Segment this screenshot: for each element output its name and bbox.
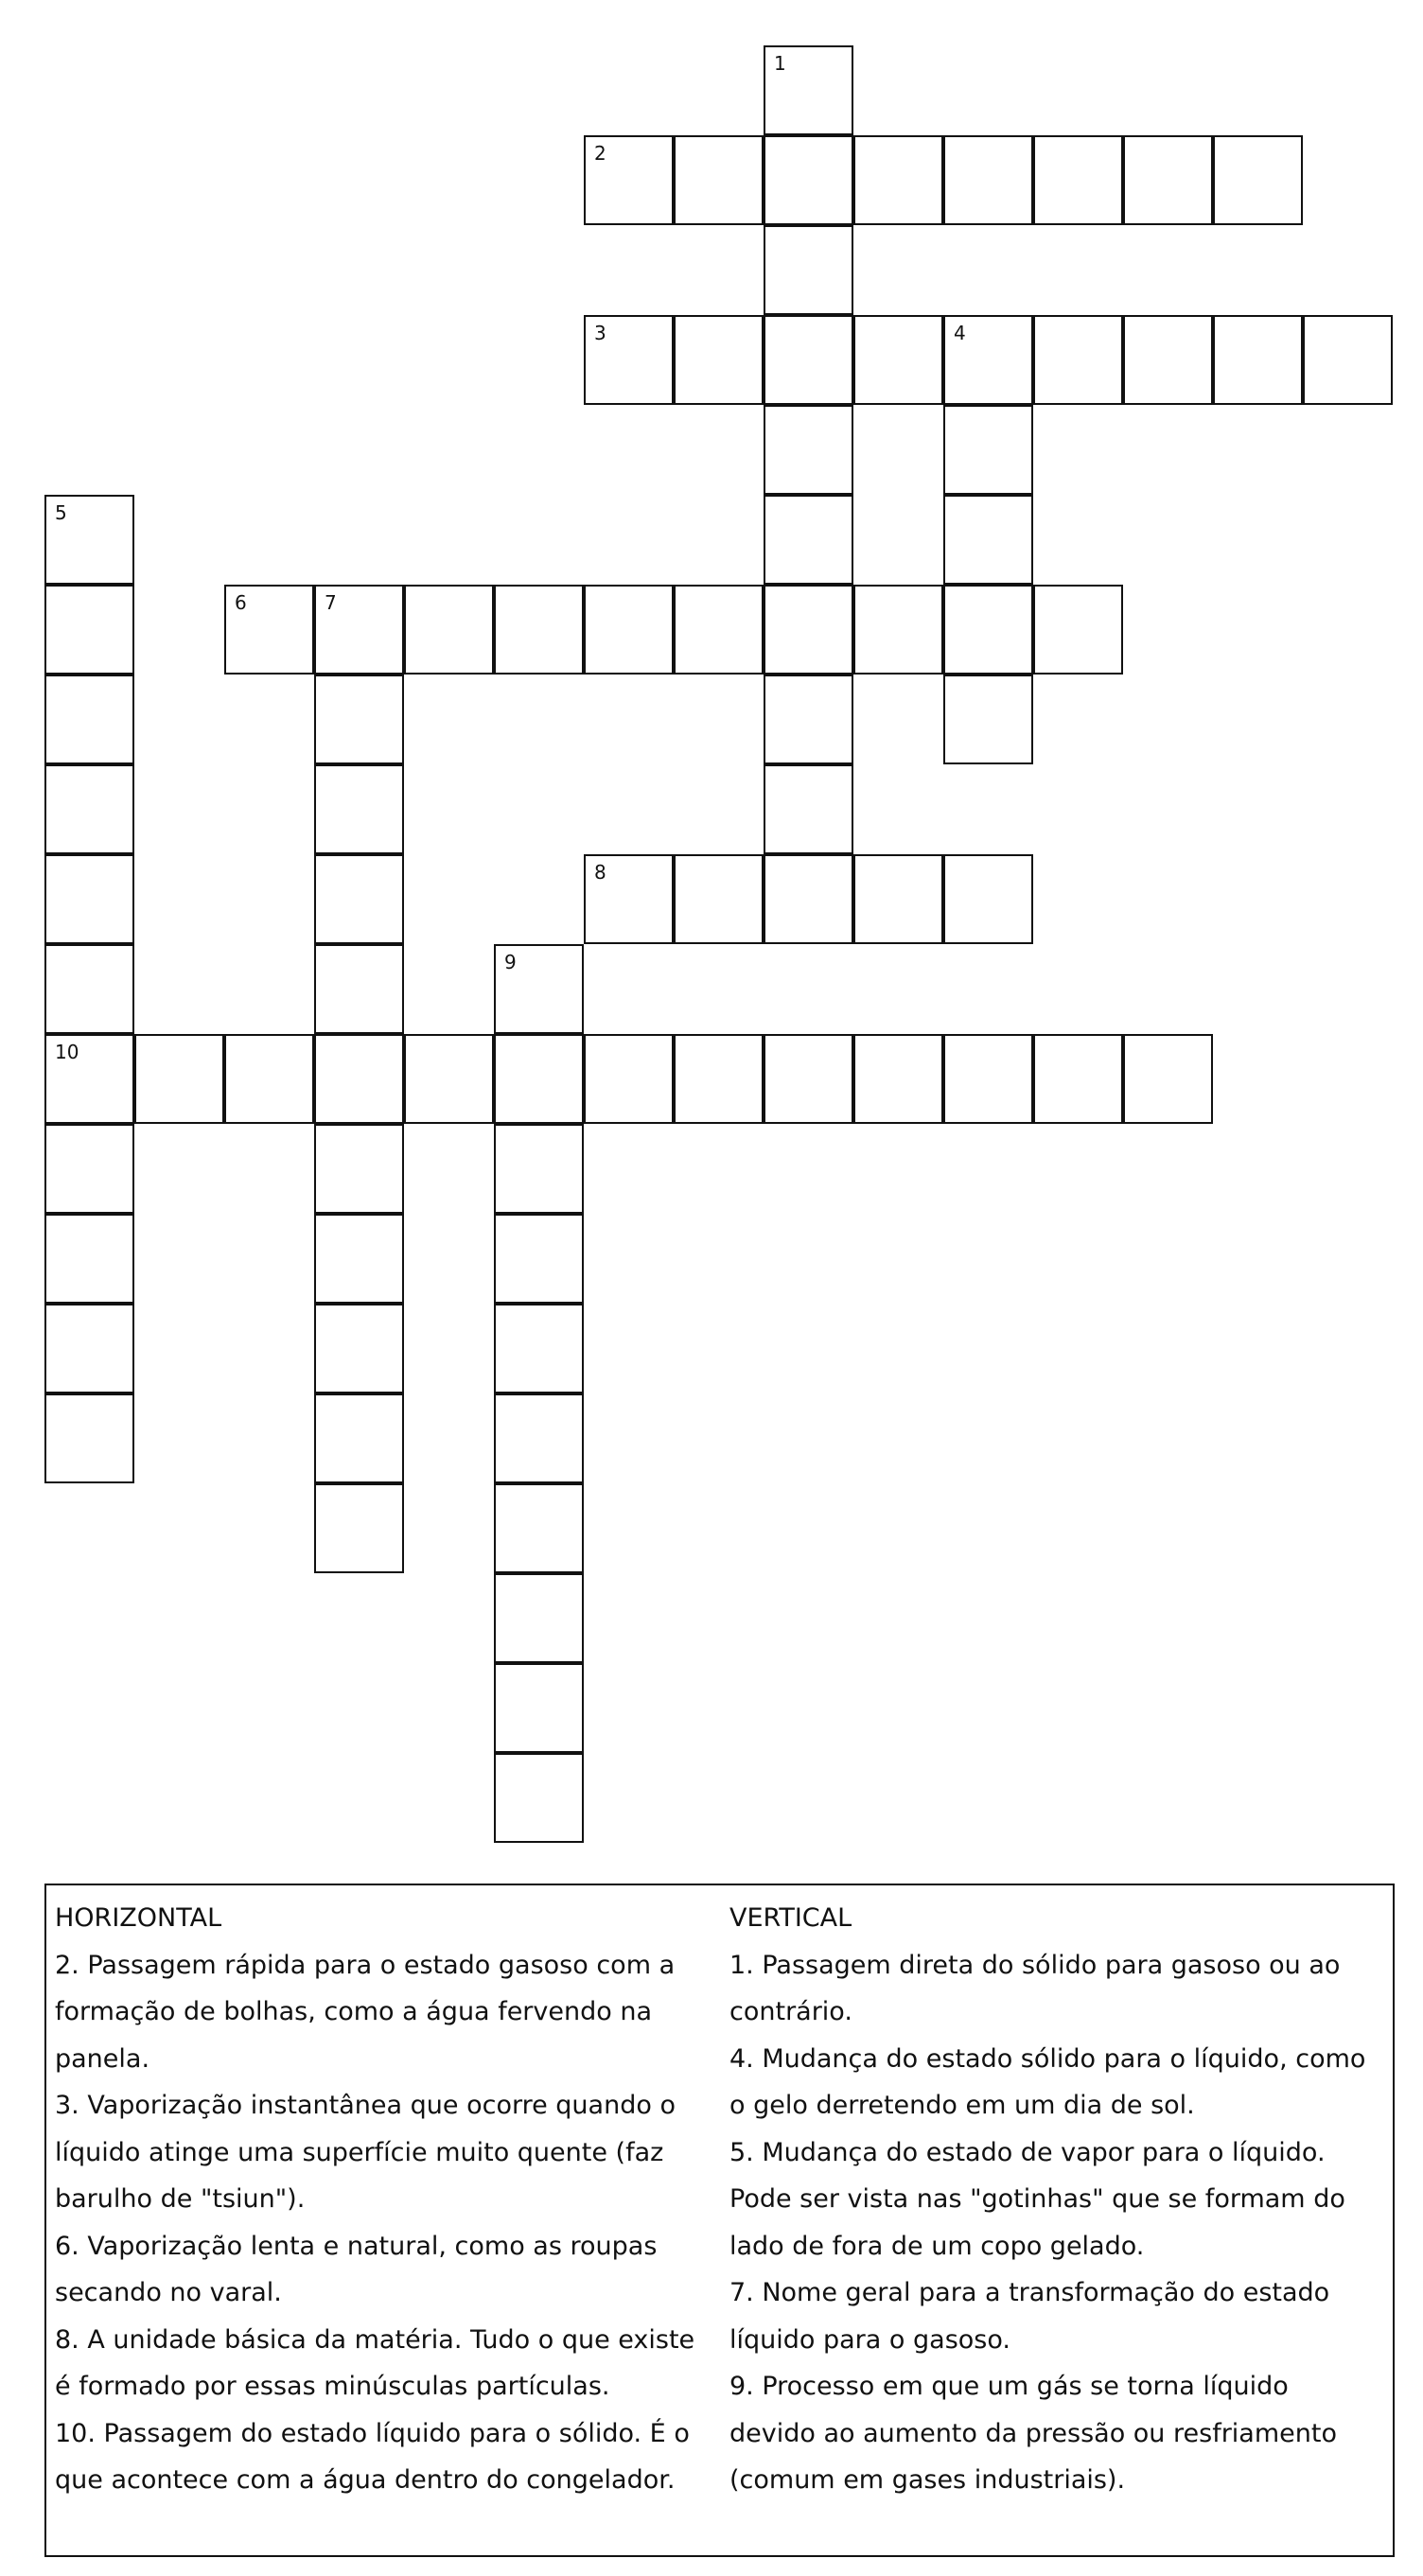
grid-cell[interactable] xyxy=(1033,315,1123,405)
grid-cell[interactable] xyxy=(494,1753,584,1843)
clue-number-3: 3 xyxy=(594,322,606,344)
grid-cell[interactable] xyxy=(764,764,853,854)
grid-cell[interactable] xyxy=(44,675,134,764)
grid-cell[interactable] xyxy=(494,1214,584,1304)
grid-cell[interactable] xyxy=(494,1393,584,1483)
grid-cell[interactable] xyxy=(943,585,1033,675)
grid-cell[interactable] xyxy=(674,135,764,225)
grid-cell[interactable] xyxy=(494,1034,584,1124)
grid-cell[interactable] xyxy=(674,315,764,405)
grid-cell[interactable] xyxy=(44,1124,134,1214)
grid-cell[interactable] xyxy=(44,585,134,675)
grid-cell[interactable] xyxy=(1123,315,1213,405)
clue-vertical-5: 5. Mudança do estado de vapor para o líquido. Pode ser vista nas "gotinhas" que se formam do lado de fora de um copo gelado. xyxy=(729,2137,1345,2261)
grid-cell[interactable] xyxy=(674,585,764,675)
grid-cell[interactable] xyxy=(764,135,853,225)
grid-cell[interactable] xyxy=(494,1124,584,1214)
grid-cell[interactable] xyxy=(314,675,404,764)
grid-cell[interactable] xyxy=(404,585,494,675)
grid-cell[interactable] xyxy=(584,854,674,944)
horizontal-clues xyxy=(55,1895,698,2504)
grid-cell[interactable] xyxy=(494,1573,584,1663)
grid-cell[interactable] xyxy=(1303,315,1393,405)
clue-horizontal-3: 3. Vaporização instantânea que ocorre quando o líquido atinge uma superfície muito quente (faz barulho de "tsiun"). xyxy=(55,2091,676,2214)
grid-cell[interactable] xyxy=(943,675,1033,764)
grid-cell[interactable] xyxy=(584,135,674,225)
clue-horizontal-6: 6. Vaporização lenta e natural, como as roupas secando no varal. xyxy=(55,2231,658,2307)
vertical-clues xyxy=(729,1895,1382,2504)
clue-number-9: 9 xyxy=(504,951,517,973)
grid-cell[interactable] xyxy=(44,495,134,585)
grid-cell[interactable] xyxy=(764,675,853,764)
grid-cell[interactable] xyxy=(494,585,584,675)
clue-horizontal-2: 2. Passagem rápida para o estado gasoso com a formação de bolhas, como a água fervendo na panela. xyxy=(55,1950,676,2074)
clue-number-5: 5 xyxy=(55,501,67,524)
grid-cell[interactable] xyxy=(44,1304,134,1393)
grid-cell[interactable] xyxy=(44,1393,134,1483)
grid-cell[interactable] xyxy=(764,315,853,405)
grid-cell[interactable] xyxy=(943,135,1033,225)
horizontal-heading: HORIZONTAL xyxy=(55,1903,222,1933)
grid-cell[interactable] xyxy=(314,1034,404,1124)
grid-cell[interactable] xyxy=(584,315,674,405)
clue-vertical-4: 4. Mudança do estado sólido para o líquido, como o gelo derretendo em um dia de sol. xyxy=(729,2043,1366,2120)
clue-vertical-9: 9. Processo em que um gás se torna líquido devido ao aumento da pressão ou resfriamento (comum em gases industriais). xyxy=(729,2372,1337,2495)
grid-cell[interactable] xyxy=(494,944,584,1034)
grid-cell[interactable] xyxy=(943,405,1033,495)
grid-cell[interactable] xyxy=(1033,585,1123,675)
grid-cell[interactable] xyxy=(853,315,943,405)
grid-cell[interactable] xyxy=(764,405,853,495)
grid-cell[interactable] xyxy=(584,1034,674,1124)
grid-cell[interactable] xyxy=(44,1034,134,1124)
grid-cell[interactable] xyxy=(853,1034,943,1124)
grid-cell[interactable] xyxy=(853,135,943,225)
clues-box xyxy=(44,1884,1395,2557)
grid-cell[interactable] xyxy=(764,225,853,315)
grid-cell[interactable] xyxy=(764,585,853,675)
vertical-heading: VERTICAL xyxy=(729,1903,852,1933)
grid-cell[interactable] xyxy=(404,1034,494,1124)
grid-cell[interactable] xyxy=(764,1034,853,1124)
grid-cell[interactable] xyxy=(1033,135,1123,225)
clue-number-1: 1 xyxy=(774,52,786,75)
grid-cell[interactable] xyxy=(943,315,1033,405)
grid-cell[interactable] xyxy=(1123,135,1213,225)
grid-cell[interactable] xyxy=(943,1034,1033,1124)
clue-number-8: 8 xyxy=(594,861,606,884)
clue-number-6: 6 xyxy=(235,591,247,614)
grid-cell[interactable] xyxy=(44,1214,134,1304)
grid-cell[interactable] xyxy=(314,764,404,854)
grid-cell[interactable] xyxy=(584,585,674,675)
grid-cell[interactable] xyxy=(44,764,134,854)
grid-cell[interactable] xyxy=(134,1034,224,1124)
clue-vertical-7: 7. Nome geral para a transformação do estado líquido para o gasoso. xyxy=(729,2278,1330,2355)
clue-number-2: 2 xyxy=(594,142,606,165)
clue-number-7: 7 xyxy=(325,591,337,614)
grid-cell[interactable] xyxy=(314,854,404,944)
grid-cell[interactable] xyxy=(1033,1034,1123,1124)
grid-cell[interactable] xyxy=(674,1034,764,1124)
grid-cell[interactable] xyxy=(494,1663,584,1753)
grid-cell[interactable] xyxy=(314,1304,404,1393)
grid-cell[interactable] xyxy=(853,585,943,675)
grid-cell[interactable] xyxy=(1213,135,1303,225)
grid-cell[interactable] xyxy=(224,585,314,675)
grid-cell[interactable] xyxy=(764,45,853,135)
clue-horizontal-10: 10. Passagem do estado líquido para o sólido. É o que acontece com a água dentro do congelador. xyxy=(55,2418,690,2495)
grid-cell[interactable] xyxy=(314,585,404,675)
grid-cell[interactable] xyxy=(1123,1034,1213,1124)
grid-cell[interactable] xyxy=(943,495,1033,585)
grid-cell[interactable] xyxy=(764,854,853,944)
clue-horizontal-8: 8. A unidade básica da matéria. Tudo o que existe é formado por essas minúsculas partículas. xyxy=(55,2324,695,2401)
grid-cell[interactable] xyxy=(1213,315,1303,405)
grid-cell[interactable] xyxy=(314,1214,404,1304)
grid-cell[interactable] xyxy=(494,1483,584,1573)
grid-cell[interactable] xyxy=(314,1124,404,1214)
clue-number-10: 10 xyxy=(55,1041,79,1063)
grid-cell[interactable] xyxy=(314,944,404,1034)
grid-cell[interactable] xyxy=(314,1393,404,1483)
grid-cell[interactable] xyxy=(853,854,943,944)
grid-cell[interactable] xyxy=(764,495,853,585)
clue-vertical-1: 1. Passagem direta do sólido para gasoso ou ao contrário. xyxy=(729,1950,1341,2026)
grid-cell[interactable] xyxy=(44,854,134,944)
clue-number-4: 4 xyxy=(954,322,966,344)
grid-cell[interactable] xyxy=(44,944,134,1034)
grid-cell[interactable] xyxy=(224,1034,314,1124)
grid-cell[interactable] xyxy=(314,1483,404,1573)
grid-cell[interactable] xyxy=(674,854,764,944)
grid-cell[interactable] xyxy=(494,1304,584,1393)
grid-cell[interactable] xyxy=(943,854,1033,944)
